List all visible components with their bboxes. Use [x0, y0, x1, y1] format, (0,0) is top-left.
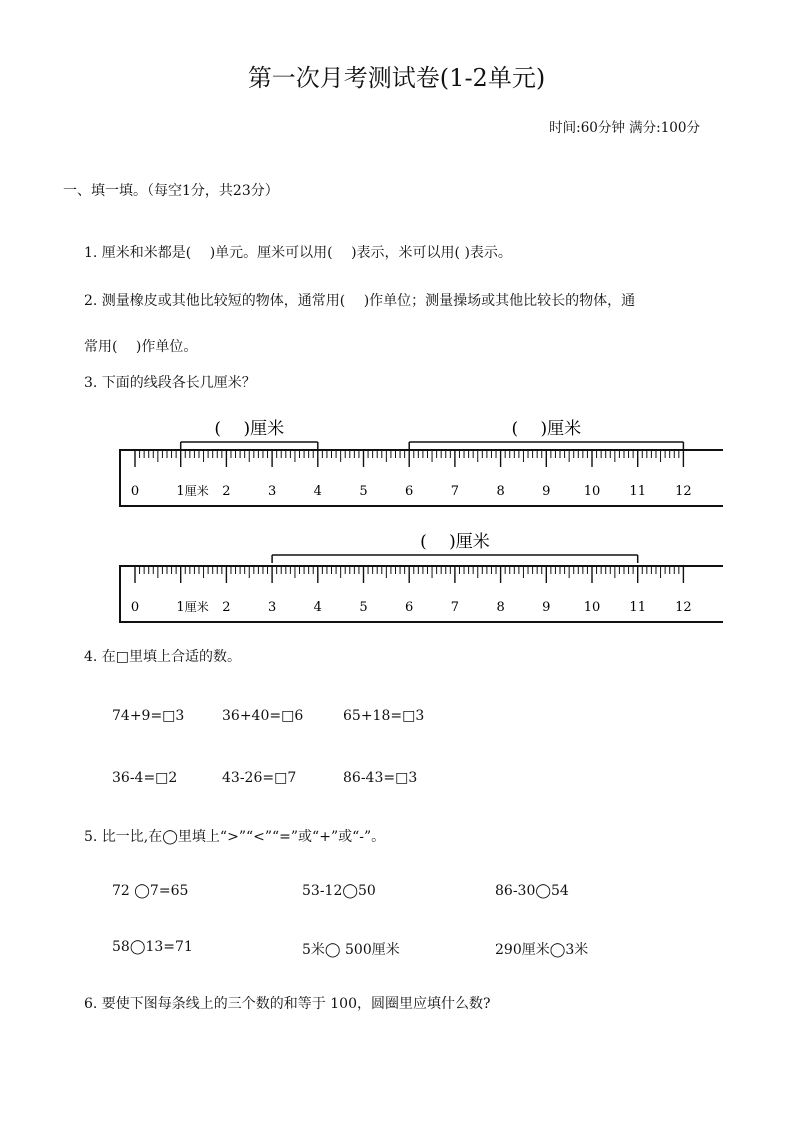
q4-item: 65+18=□3 — [343, 708, 425, 724]
q5-item: 86-30◯54 — [495, 883, 569, 899]
question-5: 5. 比一比,在◯里填上“>”“<”“=”或“+”或“-”。 — [84, 829, 386, 845]
ruler-number: 10 — [583, 484, 601, 499]
question-4: 4. 在□里填上合适的数。 — [84, 649, 242, 665]
page-title: 第一次月考测试卷(1-2单元) — [247, 64, 546, 92]
ruler-number: 2 — [222, 600, 231, 615]
ruler — [120, 450, 723, 506]
ruler-number: 8 — [496, 484, 505, 499]
question-3: 3. 下面的线段各长几厘米？ — [84, 375, 256, 391]
segment-length-blank: ( )厘米 — [214, 419, 285, 439]
ruler-number: 12 — [675, 600, 692, 615]
ruler-number: 2 — [222, 484, 231, 499]
q5-item: 72 ◯7=65 — [112, 883, 189, 899]
q4-item: 36+40=□6 — [222, 708, 304, 724]
ruler-number: 11 — [629, 484, 646, 499]
ruler-unit-label: 厘米 — [184, 484, 209, 498]
ruler-number: 6 — [405, 484, 414, 499]
ruler-number: 4 — [313, 600, 322, 615]
ruler-number: 1 — [176, 600, 185, 615]
line-segment — [181, 419, 318, 450]
q4-item: 74+9=□3 — [112, 708, 185, 724]
exam-meta: 时间:60分钟 满分:100分 — [549, 120, 700, 136]
question-6: 6. 要使下图每条线上的三个数的和等于 100，圆圈里应填什么数? — [84, 996, 491, 1012]
ruler-number: 9 — [542, 600, 551, 615]
q5-item: 58◯13=71 — [112, 939, 193, 955]
question-2-line1: 2. 测量橡皮或其他比较短的物体，通常用( )作单位；测量操场或其他比较长的物体，通 — [84, 293, 636, 309]
ruler-number: 10 — [583, 600, 601, 615]
q4-item: 43-26=□7 — [222, 770, 297, 786]
q5-item: 290厘米◯3米 — [495, 942, 589, 958]
line-segment — [409, 419, 683, 450]
ruler-number: 0 — [130, 484, 140, 499]
question-2-line2: 常用( )作单位。 — [84, 339, 198, 355]
ruler-number: 11 — [629, 600, 646, 615]
q5-item: 53-12◯50 — [302, 883, 376, 899]
ruler-number: 3 — [267, 600, 277, 615]
ruler-number: 7 — [450, 600, 460, 615]
section-title: 一、填一填。（每空1分，共23分） — [63, 183, 279, 199]
segment-length-blank: ( )厘米 — [511, 419, 582, 439]
ruler-number: 0 — [130, 600, 140, 615]
ruler-number: 8 — [496, 600, 505, 615]
rulers-figure — [0, 400, 793, 630]
ruler-number: 5 — [359, 600, 368, 615]
ruler-number: 12 — [675, 484, 692, 499]
ruler-number: 5 — [359, 484, 368, 499]
ruler-number: 4 — [313, 484, 322, 499]
ruler-number: 3 — [267, 484, 277, 499]
ruler-number: 9 — [542, 484, 551, 499]
ruler — [120, 566, 723, 622]
ruler-unit-label: 厘米 — [184, 600, 209, 614]
q4-item: 86-43=□3 — [343, 770, 418, 786]
segment-length-blank: ( )厘米 — [420, 532, 490, 552]
ruler-number: 1 — [176, 484, 185, 499]
line-segment — [272, 532, 638, 563]
q5-item: 5米◯ 500厘米 — [302, 942, 400, 958]
q4-item: 36-4=□2 — [112, 770, 178, 786]
ruler-number: 6 — [405, 600, 414, 615]
ruler-number: 7 — [450, 484, 460, 499]
question-1: 1. 厘米和米都是( )单元。厘米可以用( )表示，米可以用( )表示。 — [84, 245, 512, 261]
